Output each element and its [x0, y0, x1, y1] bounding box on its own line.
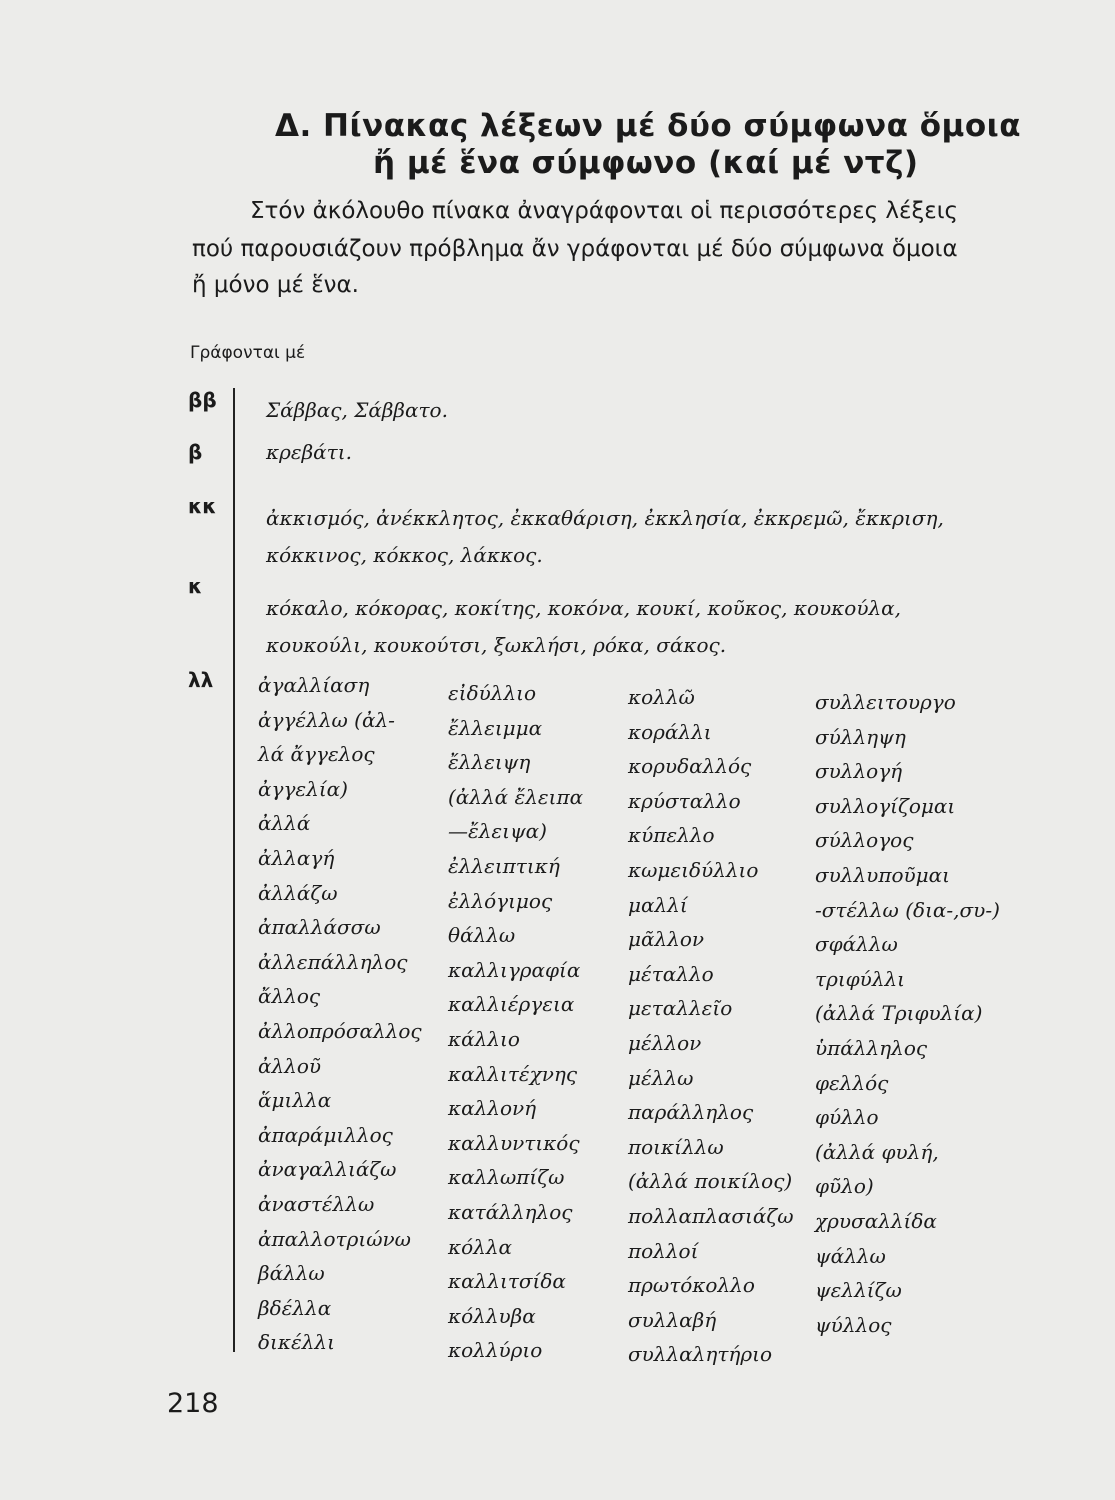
table-divider	[233, 388, 235, 1352]
word-entry: συλλαλητήριο	[628, 1342, 773, 1367]
word-entry: σύλλογος	[815, 828, 914, 853]
word-entry: βδέλλα	[258, 1295, 332, 1320]
key-ll: λλ	[188, 668, 214, 692]
word-entry: κάλλιο	[448, 1026, 520, 1051]
key-k: κ	[188, 574, 203, 598]
word-entry: συλλυποῦμαι	[815, 862, 951, 887]
word-entry: ἀλλαγή	[258, 845, 335, 870]
word-entry: (ἀλλά φυλή,	[815, 1139, 939, 1164]
words-k-line-1: κόκαλο, κόκορας, κοκίτης, κοκόνα, κουκί, κοῦκος, κουκούλα,	[266, 596, 902, 620]
ll-column-1	[258, 668, 422, 1360]
word-entry: ἀγαλλίαση	[258, 673, 370, 697]
word-entry: ἀλλοῦ	[258, 1053, 322, 1078]
word-entry: ἀγγελία)	[258, 776, 348, 801]
word-entry: σφάλλω	[815, 932, 898, 957]
word-entry: ποικίλλω	[628, 1134, 724, 1159]
page-title-line-2: ἤ μέ ἕνα σύμφωνο (καί μέ ντζ)	[373, 145, 919, 181]
word-entry: ψύλλος	[815, 1312, 892, 1337]
table-label: Γράφονται μέ	[190, 343, 306, 363]
word-entry: ἀναστέλλω	[258, 1191, 375, 1216]
word-entry: φελλός	[815, 1070, 889, 1095]
word-entry: κολλύριο	[448, 1338, 543, 1363]
words-kk-line-1: ἀκκισμός, ἀνέκκλητος, ἐκκαθάριση, ἐκκλησία, ἐκκρεμῶ, ἔκκριση,	[266, 506, 944, 530]
words-bb: Σάββας, Σάββατο.	[266, 398, 448, 422]
words-b: κρεβάτι.	[266, 440, 352, 464]
word-entry: ἅμιλλα	[258, 1088, 332, 1113]
word-entry: τριφύλλι	[815, 966, 906, 991]
word-entry: ἀλλεπάλληλος	[258, 949, 408, 974]
word-entry: ἄλλος	[258, 984, 321, 1009]
word-entry: καλλωπίζω	[448, 1165, 565, 1190]
word-entry: ψάλλω	[815, 1243, 886, 1268]
word-entry: καλλυντικός	[448, 1130, 580, 1155]
word-entry: (ἀλλά ποικίλος)	[628, 1169, 793, 1194]
word-entry: εἰδύλλιο	[448, 681, 537, 705]
word-entry: ἔλλειψη	[448, 750, 531, 775]
word-entry: (ἀλλά Τριφυλία)	[815, 1001, 983, 1026]
word-entry: ψελλίζω	[815, 1278, 902, 1303]
word-entry: δικέλλι	[258, 1330, 335, 1355]
intro-line-3: ἤ μόνο μέ ἕνα.	[192, 272, 359, 298]
word-entry: μέλλω	[628, 1065, 694, 1090]
word-entry: κρύσταλλο	[628, 788, 741, 813]
key-b: β	[188, 440, 203, 464]
word-entry: καλλιγραφία	[448, 957, 581, 982]
word-entry: θάλλω	[448, 923, 516, 948]
page-number: 218	[167, 1388, 219, 1419]
word-entry: ἐλλειπτική	[448, 853, 560, 878]
word-entry: φῦλο)	[815, 1174, 874, 1199]
word-entry: μέλλον	[628, 1030, 702, 1055]
words-kk-line-2: κόκκινος, κόκκος, λάκκος.	[266, 543, 543, 567]
word-entry: ἀλλοπρόσαλλος	[258, 1018, 422, 1043]
intro-line-1: Στόν ἀκόλουθο πίνακα ἀναγράφονται οἱ περισσότερες λέξεις	[250, 198, 959, 224]
word-entry: πρωτόκολλο	[628, 1273, 755, 1298]
word-entry: ἀπαράμιλλος	[258, 1122, 393, 1147]
word-entry: ἀπαλλοτριώνω	[258, 1226, 411, 1251]
word-entry: πολλοί	[628, 1238, 699, 1263]
word-entry: ὑπάλληλος	[815, 1035, 928, 1060]
word-entry: κύπελλο	[628, 823, 715, 848]
word-entry: κωμειδύλλιο	[628, 857, 759, 882]
word-entry: ἐλλόγιμος	[448, 888, 553, 913]
word-entry: -στέλλω (δια-,συ-)	[815, 897, 1000, 922]
word-entry: συλλαβή	[628, 1307, 717, 1332]
ll-column-3	[628, 680, 794, 1372]
word-entry: ἀναγαλλιάζω	[258, 1157, 397, 1182]
word-entry: μαλλί	[628, 892, 688, 917]
word-entry: συλλογίζομαι	[815, 793, 956, 818]
word-entry: καλλιέργεια	[448, 992, 575, 1017]
word-entry: μεταλλεῖο	[628, 996, 733, 1021]
key-kk: κκ	[188, 494, 217, 518]
word-entry: βάλλω	[258, 1261, 325, 1286]
word-entry: ἀγγέλλω (ἀλ-	[258, 707, 395, 732]
word-entry: ἀλλάζω	[258, 880, 338, 905]
word-entry: κολλῶ	[628, 685, 695, 709]
intro-line-2: πού παρουσιάζουν πρόβλημα ἄν γράφονται μέ δύο σύμφωνα ὅμοια	[192, 236, 958, 262]
word-entry: φύλλο	[815, 1105, 879, 1130]
word-entry: ἔλλειμμα	[448, 715, 543, 740]
word-entry: λά ἄγγελος	[258, 742, 375, 767]
word-entry: —ἔλειψα)	[448, 819, 547, 844]
word-entry: (ἀλλά ἔλειπα	[448, 784, 584, 809]
word-entry: κατάλληλος	[448, 1199, 573, 1224]
word-entry: καλλιτσίδα	[448, 1269, 566, 1294]
word-entry: παράλληλος	[628, 1100, 754, 1125]
words-k-line-2: κουκούλι, κουκούτσι, ξωκλήσι, ρόκα, σάκος.	[266, 633, 727, 657]
page-title-line-1: Δ. Πίνακας λέξεων μέ δύο σύμφωνα ὅμοια	[275, 108, 1022, 144]
word-entry: ἀπαλλάσσω	[258, 915, 381, 940]
word-entry: καλλονή	[448, 1096, 537, 1121]
ll-column-2	[448, 676, 583, 1368]
word-entry: κορυδαλλός	[628, 754, 752, 779]
word-entry: κοράλλι	[628, 719, 712, 744]
word-entry: μᾶλλον	[628, 927, 705, 952]
word-entry: συλλειτουργο	[815, 690, 956, 714]
word-entry: ἀλλά	[258, 811, 311, 836]
key-bb: ββ	[188, 388, 217, 412]
ll-column-4	[815, 685, 1000, 1342]
word-entry: μέταλλο	[628, 961, 714, 986]
word-entry: κόλλυβα	[448, 1303, 536, 1328]
word-entry: καλλιτέχνης	[448, 1061, 578, 1086]
word-entry: σύλληψη	[815, 724, 906, 749]
word-entry: χρυσαλλίδα	[815, 1208, 937, 1233]
word-entry: κόλλα	[448, 1234, 513, 1259]
word-entry: συλλογή	[815, 759, 903, 784]
word-entry: πολλαπλασιάζω	[628, 1203, 794, 1228]
